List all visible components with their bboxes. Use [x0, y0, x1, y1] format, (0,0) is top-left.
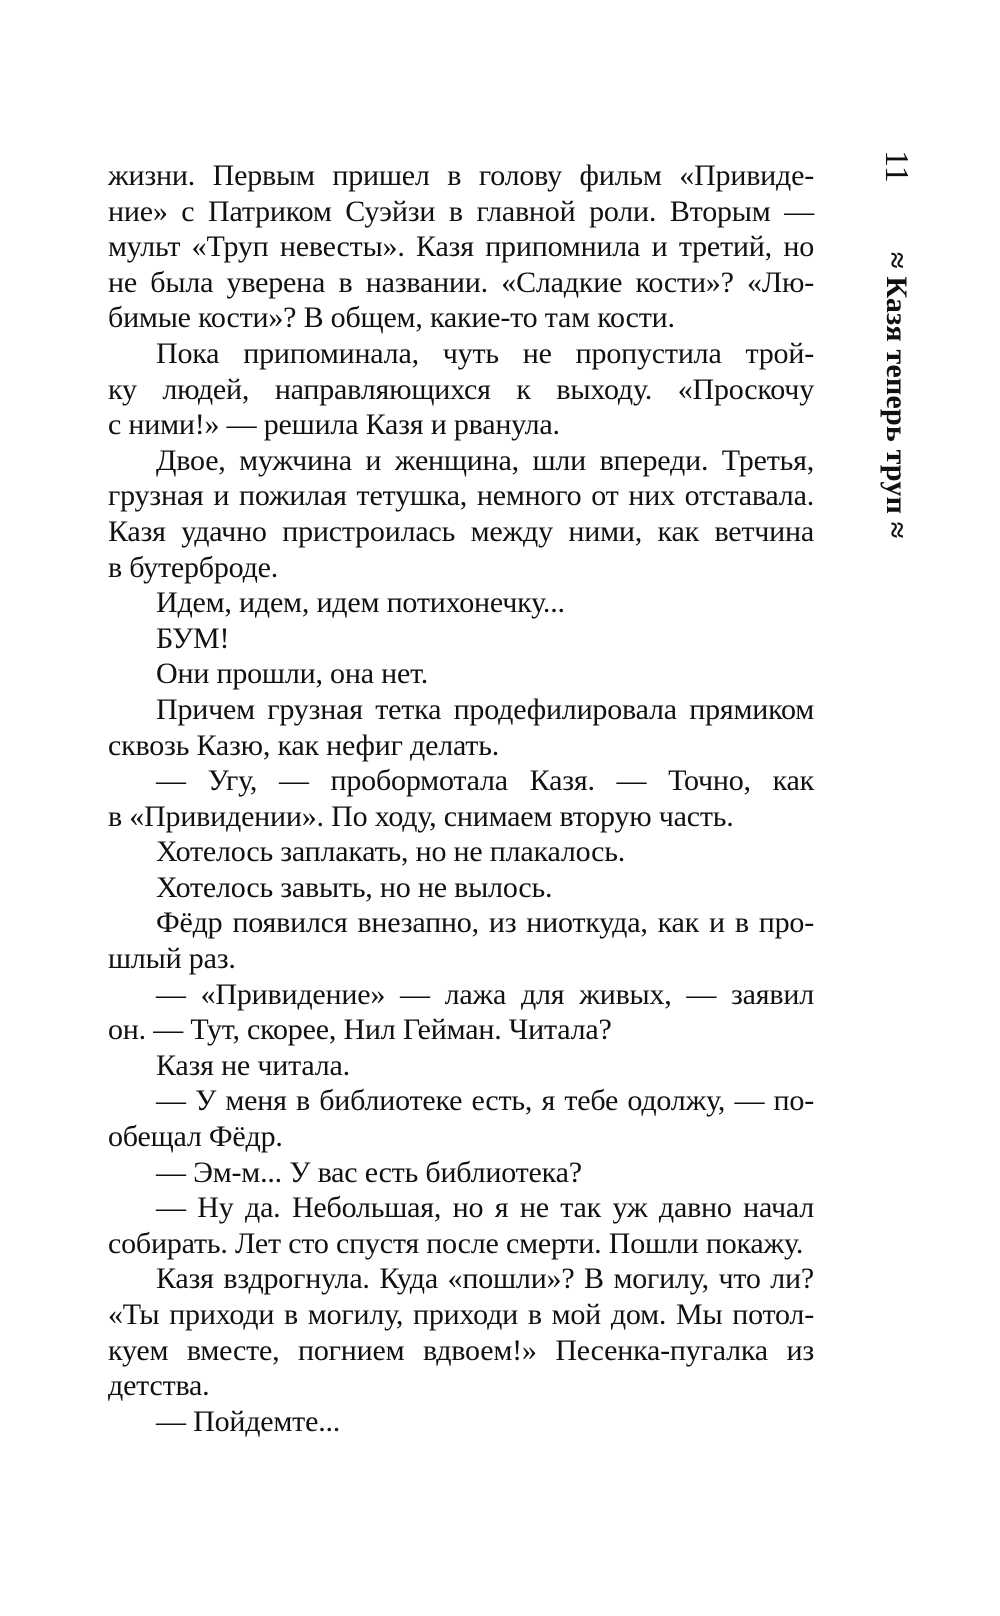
text-line: шлый раз. — [108, 942, 236, 976]
text-line: куем вместе, погнием вдвоем!» Песенка-пугалка из — [108, 1333, 814, 1367]
page-number: 11 — [878, 150, 915, 183]
text-line: Идем, идем, идем потихонечку... — [156, 586, 565, 620]
text-line: Двое, мужчина и женщина, шли впереди. Третья, — [156, 443, 814, 477]
text-line: — У меня в библиотеке есть, я тебе одолжу, — по- — [156, 1084, 814, 1118]
text-line: Фёдр появился внезапно, из ниоткуда, как и в про- — [156, 906, 814, 940]
text-line: «Ты приходи в могилу, приходи в мой дом. Мы потол- — [108, 1298, 814, 1331]
text-line: БУМ! — [156, 621, 230, 655]
text-line: — Ну да. Небольшая, но я не так уж давно начал — [156, 1191, 814, 1225]
text-line: Казя вздрогнула. Куда «пошли»? В могилу, что ли? — [156, 1262, 814, 1296]
text-line: обещал Фёдр. — [108, 1120, 283, 1154]
text-line: Хотелось завыть, но не вылось. — [156, 870, 553, 904]
text-line: Они прошли, она нет. — [156, 657, 429, 691]
text-line: в «Привидении». По ходу, снимаем вторую часть. — [108, 799, 734, 833]
text-line: бимые кости»? В общем, какие-то там кости. — [108, 301, 675, 335]
text-line: Причем грузная тетка продефилировала прямиком — [156, 692, 814, 726]
text-line: жизни. Первым пришел в голову фильм «Привиде- — [108, 159, 814, 192]
text-line: с ними!» — решила Казя и рванула. — [108, 408, 560, 442]
text-line: не была уверена в названии. «Сладкие кости»? «Лю- — [108, 265, 814, 299]
text-line: — Угу, — пробормотала Казя. — Точно, как — [156, 764, 814, 798]
text-line: — Пойдемте... — [156, 1404, 341, 1438]
text-line: — Эм-м... У вас есть библиотека? — [156, 1155, 582, 1189]
text-line: собирать. Лет сто спустя после смерти. Пошли покажу. — [108, 1226, 804, 1260]
text-line: мульт «Труп невесты». Казя припомнила и третий, но — [108, 230, 814, 264]
text-line: грузная и пожилая тетушка, немного от них отставала. — [108, 479, 814, 513]
text-line: сквозь Казю, как нефиг делать. — [108, 728, 500, 762]
text-line: Хотелось заплакать, но не плакалось. — [156, 835, 626, 869]
text-line: Казя не читала. — [156, 1048, 350, 1082]
body-text — [108, 158, 814, 1439]
running-head — [860, 150, 932, 570]
text-line: детства. — [108, 1369, 210, 1403]
text-line: он. — Тут, скорее, Нил Гейман. Читала? — [108, 1013, 612, 1047]
text-line: ку людей, направляющихся к выходу. «Проскочу — [108, 372, 814, 406]
book-title: ≈ Казя теперь труп ≈ — [880, 252, 913, 539]
text-line: ние» с Патриком Суэйзи в главной роли. Вторым — — [108, 194, 814, 228]
text-line: в бутерброде. — [108, 550, 279, 584]
text-line: Казя удачно пристроилась между ними, как ветчина — [108, 514, 814, 548]
text-line: Пока припоминала, чуть не пропустила трой- — [156, 336, 814, 370]
text-line: — «Привидение» — лажа для живых, — заявил — [156, 977, 814, 1011]
